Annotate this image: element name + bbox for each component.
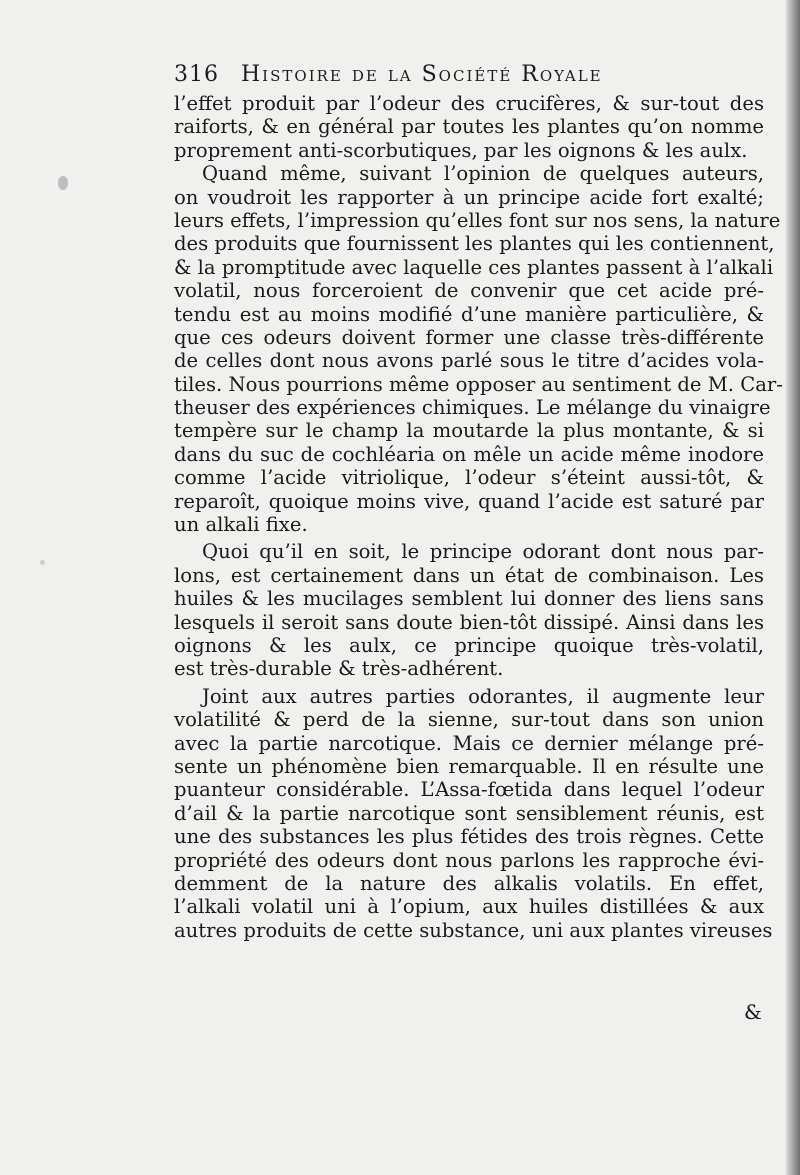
paper-stain <box>40 560 45 565</box>
text-line: que ces odeurs doivent former une classe très-différente <box>174 325 764 349</box>
paper-stain <box>58 176 68 190</box>
text-line: lons, est certainement dans un état de combinaison. Les <box>174 563 764 587</box>
text-line: volatil, nous forceroient de convenir que cet acide pré- <box>174 279 764 303</box>
text-line: reparoît, quoique moins vive, quand l’acide est saturé par <box>174 489 764 513</box>
text-line: l’effet produit par l’odeur des crucifères, & sur-tout des <box>174 92 764 115</box>
text-line: Joint aux autres parties odorantes, il augmente leur <box>202 684 764 708</box>
text-line: leurs effets, l’impression qu’elles font sur nos sens, la nature <box>174 208 781 232</box>
text-line: theuser des expériences chimiques. Le mélange du vinaigre <box>174 396 771 420</box>
text-line: puanteur considérable. L’Assa-fœtida dans lequel l’odeur <box>174 778 764 802</box>
text-line: Quoi qu’il en soit, le principe odorant dont nous par- <box>202 540 764 564</box>
text-line: & la promptitude avec laquelle ces plantes passent à l’alkali <box>174 255 774 279</box>
text-line: proprement anti-scorbutiques, par les oignons & les aulx. <box>174 138 748 162</box>
text-line: on voudroit les rapporter à un principe acide fort exalté; <box>174 185 764 209</box>
text-line: de celles dont nous avons parlé sous le titre d’acides vola- <box>174 349 764 373</box>
text-line: d’ail & la partie narcotique sont sensiblement réunis, est <box>174 801 764 825</box>
text-line: tiles. Nous pourrions même opposer au sentiment de M. Car- <box>174 372 783 396</box>
text-line: dans du suc de cochléaria on mêle un acide même inodore <box>174 442 764 466</box>
text-line: un alkali fixe. <box>174 513 308 537</box>
page-binding-edge <box>786 0 800 1175</box>
text-line: comme l’acide vitriolique, l’odeur s’éteint aussi-tôt, & <box>174 466 764 490</box>
text-line: l’alkali volatil uni à l’opium, aux huiles distillées & aux <box>174 895 764 919</box>
text-line: tendu est au moins modifié d’une manière particulière, & <box>174 302 764 326</box>
text-line: volatilité & perd de la sienne, sur-tout dans son union <box>174 708 764 732</box>
text-line: huiles & les mucilages semblent lui donner des liens sans <box>174 587 764 611</box>
text-line: est très-durable & très-adhérent. <box>174 657 504 681</box>
text-line: une des substances les plus fétides des trois règnes. Cette <box>174 825 764 849</box>
text-line: des produits que fournissent les plantes qui les contiennent, <box>174 232 775 256</box>
running-header <box>174 62 734 87</box>
page-number: 316 <box>174 62 219 87</box>
text-line: propriété des odeurs dont nous parlons les rapproche évi- <box>174 848 764 872</box>
text-line: oignons & les aulx, ce principe quoique très-volatil, <box>174 633 764 657</box>
text-line: lesquels il seroit sans doute bien-tôt dissipé. Ainsi dans les <box>174 610 764 634</box>
text-line: sente un phénomène bien remarquable. Il en résulte une <box>174 754 764 778</box>
text-line: demment de la nature des alkalis volatils. En effet, <box>174 871 764 895</box>
body-text <box>174 92 783 942</box>
text-line: avec la partie narcotique. Mais ce dernier mélange pré- <box>174 731 764 755</box>
text-line: autres produits de cette substance, uni aux plantes vireuses <box>174 918 773 942</box>
text-line: tempère sur le champ la moutarde la plus montante, & si <box>174 419 764 443</box>
running-title: Histoire de la Société Royale <box>241 62 603 87</box>
text-line: raiforts, & en général par toutes les plantes qu’on nomme <box>174 115 764 139</box>
catchword: & <box>744 1000 762 1024</box>
text-line: Quand même, suivant l’opinion de quelques auteurs, <box>202 162 764 186</box>
